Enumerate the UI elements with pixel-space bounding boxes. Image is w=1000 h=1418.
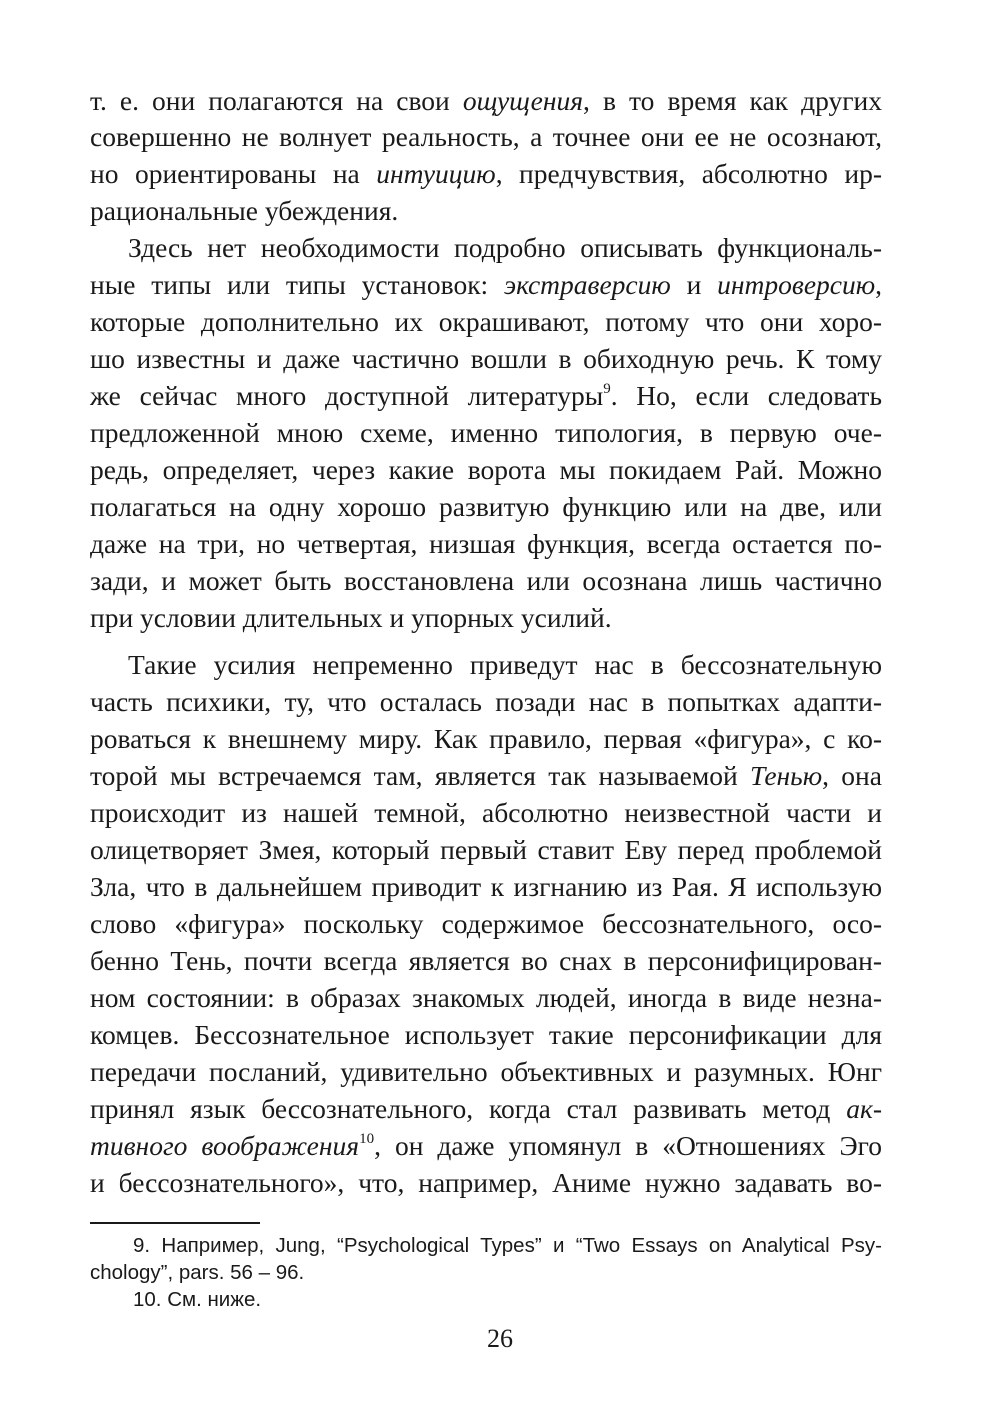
text-line bbox=[90, 525, 882, 563]
text-run: происходит из нашей темной, абсолютно неизвестной части и bbox=[90, 797, 882, 828]
text-line bbox=[90, 979, 882, 1017]
italic-term: Тенью bbox=[750, 760, 823, 791]
text-line bbox=[90, 1016, 882, 1054]
text-line bbox=[90, 794, 882, 832]
text-run: Зла, что в дальнейшем приводит к изгнанию из Рая. Я использую bbox=[90, 871, 882, 902]
text-run: зади, и может быть восстановлена или осознана лишь частично bbox=[90, 565, 882, 596]
text-run: роваться к внешнему миру. Как правило, первая «фигура», с ко- bbox=[90, 723, 882, 754]
text-line bbox=[90, 303, 882, 341]
footnote-ref-10[interactable]: 10 bbox=[359, 1130, 375, 1147]
text-line bbox=[90, 377, 882, 415]
text-line bbox=[90, 451, 882, 489]
text-line bbox=[90, 340, 882, 378]
text-run: бенно Тень, почти всегда является во снах в персонифицирован- bbox=[90, 945, 882, 976]
text-run: часть психики, ту, что осталась позади нас в попытках адапти- bbox=[90, 686, 882, 717]
italic-term: тивного воображения bbox=[90, 1130, 360, 1161]
text-run: редь, определяет, через какие ворота мы покидаем Рай. Можно bbox=[90, 454, 882, 485]
text-run: . Но, если следовать bbox=[610, 380, 882, 411]
text-run: т. е. они полагаются на свои bbox=[90, 85, 463, 116]
text-line bbox=[90, 118, 882, 156]
italic-term: интуицию bbox=[376, 158, 496, 189]
text-run: , он даже упомянул в «Отношениях Эго bbox=[374, 1130, 883, 1161]
text-run: передачи посланий, удивительно объективных и разумных. Юнг bbox=[90, 1056, 882, 1087]
text-run: ном состоянии: в образах знакомых людей, иногда в виде незна- bbox=[90, 982, 882, 1013]
italic-term: экстраверсию bbox=[504, 269, 671, 300]
text-line bbox=[90, 720, 882, 758]
footnote-10: 10. См. ниже. bbox=[133, 1288, 262, 1311]
text-run: торой мы встречаемся там, является так называемой bbox=[90, 760, 751, 791]
text-run: олицетворяет Змея, который первый ставит Еву перед проблемой bbox=[90, 834, 882, 865]
text-run: полагаться на одну хорошо развитую функцию или на две, или bbox=[90, 491, 882, 522]
text-run: но ориентированы на bbox=[90, 158, 377, 189]
text-line bbox=[90, 266, 882, 304]
text-line bbox=[90, 414, 882, 452]
text-line bbox=[90, 1164, 882, 1202]
text-run: , bbox=[875, 269, 882, 300]
text-line bbox=[90, 562, 882, 600]
text-line bbox=[90, 942, 882, 980]
text-line bbox=[90, 831, 882, 869]
text-line bbox=[90, 82, 882, 120]
text-run: совершенно не волнует реальность, а точнее они ее не осознают, bbox=[90, 121, 882, 152]
text-line bbox=[90, 683, 882, 721]
text-run: Такие усилия непременно приведут нас в бессознательную bbox=[128, 649, 882, 680]
italic-term: интроверсию bbox=[717, 269, 876, 300]
text-run: шо известны и даже частично вошли в обиходную речь. К тому bbox=[90, 343, 882, 374]
text-run: же сейчас много доступной литературы bbox=[90, 380, 604, 411]
text-line bbox=[90, 868, 882, 906]
footnote-divider bbox=[90, 1222, 260, 1224]
italic-term: ощущения bbox=[462, 85, 583, 116]
italic-term: ак- bbox=[846, 1093, 882, 1124]
text-line bbox=[90, 488, 882, 526]
text-run: , предчувствия, абсолютно ир- bbox=[495, 158, 882, 189]
text-run: ные типы или типы установок: bbox=[90, 269, 505, 300]
text-run: , она bbox=[822, 760, 882, 791]
text-run: слово «фигура» поскольку содержимое бессознательного, осо- bbox=[90, 908, 882, 939]
text-run: которые дополнительно их окрашивают, потому что они хоро- bbox=[90, 306, 882, 337]
text-run: и бессознательного», что, например, Аниме нужно задавать во- bbox=[90, 1167, 882, 1198]
text-run: Здесь нет необходимости подробно описывать функциональ- bbox=[128, 232, 882, 263]
text-run: и bbox=[670, 269, 718, 300]
text-line bbox=[90, 905, 882, 943]
text-run: комцев. Бессознательное использует такие персонификации для bbox=[90, 1019, 882, 1050]
text-run: при условии длительных и упорных усилий. bbox=[90, 602, 612, 633]
text-line bbox=[90, 1127, 882, 1165]
text-line bbox=[128, 229, 882, 267]
text-line bbox=[90, 155, 882, 193]
text-run: , в то время как других bbox=[583, 85, 882, 116]
footnote-ref-9[interactable]: 9 bbox=[603, 380, 611, 397]
footnote-9-continuation: chology”, pars. 56 – 96. bbox=[90, 1261, 305, 1284]
text-run: даже на три, но четвертая, низшая функция, всегда остается по- bbox=[90, 528, 882, 559]
text-line bbox=[90, 1090, 882, 1128]
text-run: рациональные убеждения. bbox=[90, 195, 399, 226]
footnote-9: 9. Например, Jung, “Psychological Types” и “Two Essays on Analytical Psy- bbox=[133, 1234, 882, 1257]
text-line bbox=[128, 646, 882, 684]
text-run: предложенной мною схеме, именно типология, в первую оче- bbox=[90, 417, 882, 448]
text-line bbox=[90, 599, 882, 637]
page-number: 26 bbox=[487, 1324, 513, 1353]
text-run: принял язык бессознательного, когда стал развивать метод bbox=[90, 1093, 847, 1124]
text-line bbox=[90, 192, 882, 230]
text-line bbox=[90, 1053, 882, 1091]
text-line bbox=[90, 757, 882, 795]
